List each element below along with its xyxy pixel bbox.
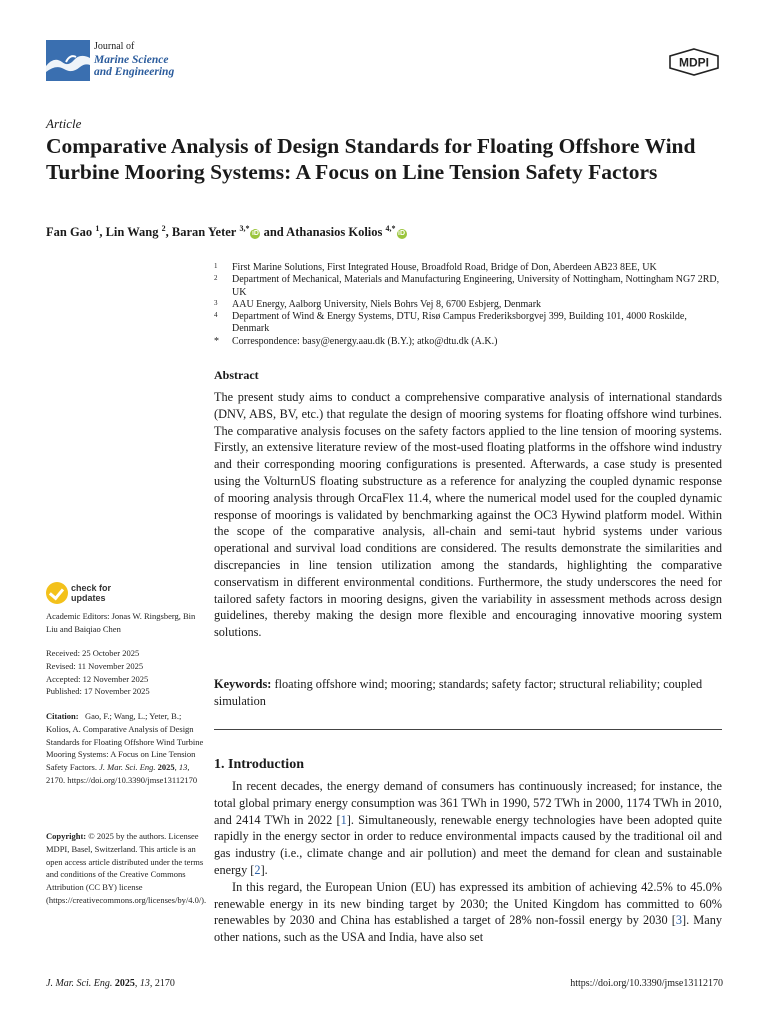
date-revised: Revised: 11 November 2025 <box>46 660 144 671</box>
text-run: In this regard, the European Union (EU) has expressed its ambition of achieving 42.5% to 45.0% renewable energy in its new binding target by 2030; the United Kingdom has committed to 60% renewables by 2030 and China has established a target of 28% non-fossil energy by 2030 [ <box>214 879 722 928</box>
academic-editors <box>46 610 206 636</box>
journal-logo-icon <box>46 40 90 81</box>
copyright-label: Copyright: <box>46 831 87 841</box>
author-list <box>46 224 407 240</box>
journal-name[interactable] <box>94 41 174 79</box>
keywords-label: Keywords: <box>214 677 272 691</box>
orcid-icon[interactable]: iD <box>398 230 406 238</box>
footer-article-number: , 2170 <box>149 978 175 989</box>
mdpi-logo-icon[interactable] <box>668 48 720 76</box>
affiliation-item <box>214 262 724 274</box>
citation: Citation: Gao, F.; Wang, L.; Yeter, B.; Kolios, A. Comparative Analysis of Design Standards for Floating Offshore Wind Turbine Mooring Systems: A Focus on Line Tension Safety Factors. J. Mar. Sci. Eng. 2025, 13, 2170. https://doi.org/10.3390/jmse13112170 <box>46 711 204 785</box>
copyright-text: © 2025 by the authors. Licensee MDPI, Basel, Switzerland. This article is an open access article distributed under the terms and conditions of the Creative Commons Attribution (CC BY) license (https://creativecommons.org/licenses/by/4.0/). <box>46 831 207 905</box>
article-title: Comparative Analysis of Design Standards for Floating Offshore Wind Turbine Mooring Systems: A Focus on Line Tension Safety Factors <box>46 134 696 184</box>
affiliation-text: Department of Wind & Energy Systems, DTU, Risø Campus Frederiksborgvej 399, Building 101, 4000 Roskilde, Denmark <box>232 311 687 335</box>
affiliation-number: 3 <box>214 298 218 307</box>
abstract-heading: Abstract <box>214 368 259 382</box>
footer-citation: J. Mar. Sci. Eng. 2025, 13, 2170 <box>46 978 175 989</box>
publication-dates <box>46 647 206 698</box>
journal-name-line1: Journal of <box>94 41 135 52</box>
text-run: ]. Many other nations, such as the USA and India, have also set <box>214 913 722 945</box>
citation-volume: 13 <box>178 762 188 773</box>
citation-text: Gao, F.; Wang, L.; Yeter, B.; Kolios, A. Comparative Analysis of Design Standards for Floating Offshore Wind Turbine Mooring Systems: A Focus on Line Tension Safety Factors. <box>46 711 204 773</box>
author-sep: , <box>99 225 106 240</box>
author-sup: 2 <box>161 224 166 233</box>
reference-link[interactable]: 3 <box>675 913 682 928</box>
affiliation-item <box>214 299 724 311</box>
orcid-icon[interactable]: iD <box>251 230 259 238</box>
author-sup: 3,* <box>239 224 250 233</box>
affiliation-text: AAU Energy, Aalborg University, Niels Bohrs Vej 8, 6700 Esbjerg, Denmark <box>232 298 542 310</box>
footer-year: 2025 <box>114 978 135 989</box>
correspondence <box>214 336 724 348</box>
reference-link[interactable]: 2 <box>254 862 261 877</box>
author-name[interactable]: Fan Gao <box>46 225 93 240</box>
affiliation-number: 2 <box>214 274 218 283</box>
citation-doi[interactable]: , 2170. https://doi.org/10.3390/jmse13112170 <box>46 762 198 785</box>
affiliation-text: Department of Mechanical, Materials and Manufacturing Engineering, University of Nottingham, Nottingham NG7 2RD, UK <box>232 274 720 298</box>
reference-link[interactable]: 1 <box>340 812 347 827</box>
introduction-body <box>214 778 722 946</box>
author-name[interactable]: Athanasios Kolios <box>286 225 383 240</box>
affiliation-number: 1 <box>214 262 218 270</box>
journal-name-line2: Marine Science <box>94 53 169 66</box>
paragraph <box>214 879 722 946</box>
section-divider <box>214 729 722 730</box>
date-received: Received: 25 October 2025 <box>46 648 140 658</box>
author-name[interactable]: Lin Wang <box>105 225 159 240</box>
copyright <box>46 830 206 907</box>
footer-doi-link[interactable]: https://doi.org/10.3390/jmse13112170 <box>570 978 723 989</box>
section-heading: 1. Introduction <box>214 757 304 772</box>
check-icon <box>46 582 68 604</box>
author-name[interactable]: Baran Yeter <box>171 225 237 240</box>
author-sep: and <box>260 225 287 240</box>
journal-name-line3: and Engineering <box>94 66 175 78</box>
check-for-updates-label <box>71 583 111 603</box>
affiliation-item <box>214 311 724 336</box>
affiliation-text: First Marine Solutions, First Integrated House, Broadfold Road, Bridge of Don, Aberdeen AB23 8EE, UK <box>232 262 657 273</box>
editors-names: Jonas W. Ringsberg, Bin Liu and Baiqiao Chen <box>46 611 196 634</box>
author-sep: , <box>165 225 172 240</box>
footer-journal: J. Mar. Sci. Eng. <box>46 978 113 989</box>
editors-label: Academic Editors: <box>46 611 110 621</box>
footer-volume: 13 <box>139 978 150 989</box>
author-sup: 4,* <box>385 224 396 233</box>
correspondence-text[interactable]: Correspondence: basy@energy.aau.dk (B.Y.); atko@dtu.dk (A.K.) <box>232 335 498 347</box>
article-type: Article <box>46 116 82 131</box>
abstract-text: The present study aims to conduct a comprehensive comparative analysis of international standards (DNV, ABS, BV, etc.) that regulate the design of mooring systems for floating offshore wind turbines. The comparative analysis focuses on the safety factors applied to the line tension of mooring systems. Firstly, an extensive literature review of the most-used floating platforms in the offshore wind industry and their corresponding mooring configurations is presented. Afterwards, a case study is presented using the VolturnUS floating substructure as a reference for analyzing the coupled dynamic response of mooring analysis through OrcaFlex 11.4, where the numerical model used for the coupled dynamic response of moorings is validated by benchmarking against the OC3 Hywind platform model. Within the scope of the comparative analysis, all-chain and semi-taut hybrid systems under various operational and survival load conditions are considered. The results demonstrate the similarities and discrepancies in line tension utilization among the standards, highlighting the comparative conservatism in different environmental conditions. Furthermore, the study underscores the need for tailored safety factors in mooring designs, given the variability in assessment methods across design guidelines, thereby making the design more flexible and encouraging innovative mooring system solutions. <box>214 390 722 640</box>
citation-label: Citation: <box>46 711 79 721</box>
text-run: In recent decades, the energy demand of consumers has continuously increased; for instance, the total global primary energy consumption was 361 TWh in 1990, 572 TWh in 2000, 1174 TWh in 2010, and 2414 TWh in 2022 [ <box>214 779 722 827</box>
keywords <box>214 676 722 710</box>
check-for-updates-line2: updates <box>71 593 106 603</box>
mdpi-logo-text: MDPI <box>679 55 709 70</box>
text-run: ]. <box>260 862 268 877</box>
citation-year: 2025 <box>157 762 175 773</box>
correspondence-mark: * <box>214 335 219 347</box>
author-sup: 1 <box>95 224 100 233</box>
date-accepted: Accepted: 12 November 2025 <box>46 673 149 684</box>
affiliation-item <box>214 274 724 299</box>
keywords-text: floating offshore wind; mooring; standards; safety factor; structural reliability; coupled simulation <box>214 677 703 708</box>
check-for-updates-line1: check for <box>71 583 112 593</box>
text-run: ]. Simultaneously, renewable energy technologies have been adopted quite rapidly in the energy sector in order to reduce environmental impacts caused by the traditional oil and gas industry (i.e., climate change and air pollution) and meet the demand for clean and sustainable energy [ <box>214 812 722 877</box>
affiliation-number: 4 <box>214 311 218 320</box>
paragraph <box>214 778 722 879</box>
check-for-updates-button[interactable] <box>46 582 136 606</box>
affiliations <box>214 262 724 348</box>
citation-journal: J. Mar. Sci. Eng. <box>99 762 156 773</box>
date-published: Published: 17 November 2025 <box>46 686 150 697</box>
